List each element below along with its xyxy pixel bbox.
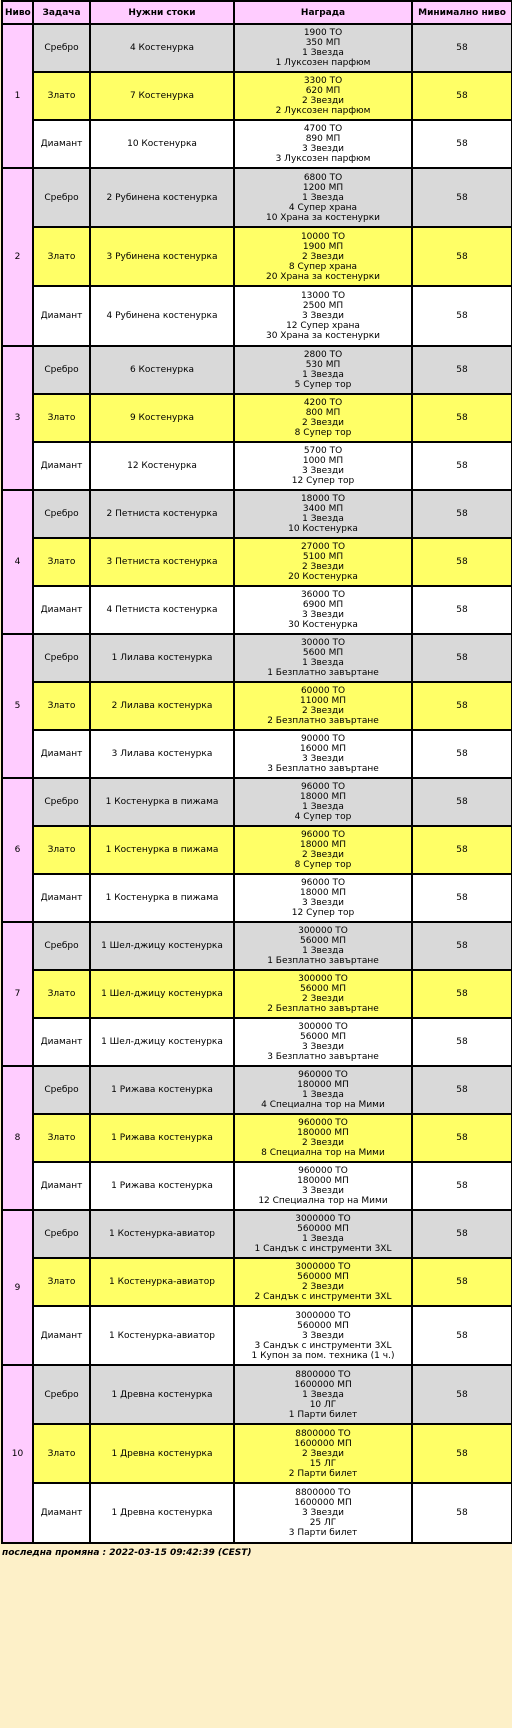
reward-cell <box>234 24 412 72</box>
reward-line: 96000 ТО <box>300 878 346 888</box>
table-row <box>2 286 512 346</box>
min-level-cell: 58 <box>412 286 512 346</box>
task-cell: Диамант <box>33 1483 90 1543</box>
reward-cell <box>234 286 412 346</box>
goods-cell: 3 Рубинена костенурка <box>90 227 234 286</box>
table-row <box>2 1162 512 1210</box>
min-level-cell: 58 <box>412 1424 512 1483</box>
reward-line: 5 Супер тор <box>294 380 352 390</box>
table-row <box>2 730 512 778</box>
reward-line: 2 Звезди <box>301 1448 345 1459</box>
table-row <box>2 922 512 970</box>
min-level-cell: 58 <box>412 1066 512 1114</box>
reward-line: 1000 МП <box>302 456 344 466</box>
reward-line: 3 Луксозен парфюм <box>275 154 371 164</box>
reward-line: 18000 МП <box>299 888 347 898</box>
goals-table <box>1 0 512 1544</box>
task-cell: Злато <box>33 1258 90 1306</box>
reward-line: 300000 ТО <box>298 926 348 936</box>
reward-line: 27000 ТО <box>300 542 346 552</box>
reward-line: 890 МП <box>305 134 341 144</box>
table-row <box>2 227 512 286</box>
goods-cell: 6 Костенурка <box>90 346 234 394</box>
task-cell: Сребро <box>33 778 90 826</box>
level-cell: 6 <box>2 778 33 922</box>
reward-cell <box>234 634 412 682</box>
reward-line: 11000 МП <box>299 696 347 706</box>
min-level-cell: 58 <box>412 227 512 286</box>
header-task: Задача <box>33 1 90 24</box>
reward-cell <box>234 1114 412 1162</box>
reward-line: 15 ЛГ <box>309 1458 337 1469</box>
reward-cell <box>234 346 412 394</box>
table-row <box>2 490 512 538</box>
table-row <box>2 346 512 394</box>
goods-cell: 2 Петниста костенурка <box>90 490 234 538</box>
min-level-cell: 58 <box>412 682 512 730</box>
reward-line: 12 Супер тор <box>291 476 355 486</box>
reward-line: 3 Безплатно завъртане <box>267 764 379 774</box>
reward-line: 2 Звезди <box>301 96 345 106</box>
reward-line: 960000 ТО <box>298 1070 348 1080</box>
reward-line: 2 Звезди <box>301 994 345 1004</box>
reward-line: 1 Безплатно завъртане <box>267 956 379 966</box>
min-level-cell: 58 <box>412 1018 512 1066</box>
reward-line: 3 Парти билет <box>288 1528 358 1538</box>
last-modified-footer: последна промяна : 2022-03-15 09:42:39 (CEST) <box>2 1548 252 1558</box>
task-cell: Диамант <box>33 442 90 490</box>
goals-table-body <box>2 24 512 1543</box>
reward-line: 560000 МП <box>297 1224 349 1234</box>
reward-line: 350 МП <box>305 38 341 48</box>
reward-line: 960000 ТО <box>298 1166 348 1176</box>
task-cell: Диамант <box>33 730 90 778</box>
reward-line: 96000 ТО <box>300 782 346 792</box>
table-row <box>2 1483 512 1543</box>
reward-line: 30 Храна за костенурки <box>265 331 380 341</box>
task-cell: Злато <box>33 72 90 120</box>
goods-cell: 1 Древна костенурка <box>90 1424 234 1483</box>
table-row <box>2 394 512 442</box>
reward-line: 3 Звезди <box>301 1508 345 1518</box>
reward-line: 8800000 ТО <box>295 1369 351 1380</box>
reward-cell <box>234 538 412 586</box>
reward-line: 1 Звезда <box>302 658 344 668</box>
reward-line: 800 МП <box>305 408 341 418</box>
goods-cell: 1 Шел-джицу костенурка <box>90 922 234 970</box>
task-cell: Сребро <box>33 168 90 227</box>
level-cell: 7 <box>2 922 33 1066</box>
goods-cell: 1 Костенурка-авиатор <box>90 1258 234 1306</box>
reward-line: 30 Костенурка <box>288 620 358 630</box>
min-level-cell: 58 <box>412 442 512 490</box>
table-row <box>2 1210 512 1258</box>
reward-line: 3 Звезди <box>301 466 345 476</box>
table-row <box>2 874 512 922</box>
min-level-cell: 58 <box>412 1365 512 1424</box>
reward-cell <box>234 490 412 538</box>
reward-line: 2 Безплатно завъртане <box>267 716 379 726</box>
reward-cell <box>234 826 412 874</box>
reward-line: 1 Сандък с инструменти 3XL <box>254 1244 392 1254</box>
reward-line: 3 Звезди <box>301 610 345 620</box>
goods-cell: 3 Лилава костенурка <box>90 730 234 778</box>
min-level-cell: 58 <box>412 1210 512 1258</box>
reward-line: 1 Звезда <box>302 48 344 58</box>
reward-line: 16000 МП <box>299 744 347 754</box>
goods-cell: 1 Костенурка в пижама <box>90 826 234 874</box>
reward-line: 560000 МП <box>297 1272 349 1282</box>
reward-line: 2 Звезди <box>301 850 345 860</box>
min-level-cell: 58 <box>412 730 512 778</box>
min-level-cell: 58 <box>412 24 512 72</box>
reward-line: 6800 ТО <box>303 172 343 183</box>
reward-cell <box>234 682 412 730</box>
min-level-cell: 58 <box>412 1114 512 1162</box>
table-row <box>2 1365 512 1424</box>
reward-line: 3 Звезди <box>301 311 345 321</box>
level-cell: 9 <box>2 1210 33 1365</box>
reward-cell <box>234 1210 412 1258</box>
goods-cell: 9 Костенурка <box>90 394 234 442</box>
reward-line: 12 Супер тор <box>291 908 355 918</box>
reward-line: 8800000 ТО <box>295 1488 351 1498</box>
reward-cell <box>234 394 412 442</box>
reward-line: 1 Звезда <box>302 370 344 380</box>
goods-cell: 1 Рижава костенурка <box>90 1066 234 1114</box>
task-cell: Сребро <box>33 1210 90 1258</box>
reward-line: 56000 МП <box>299 1032 347 1042</box>
reward-line: 10 ЛГ <box>309 1399 337 1410</box>
level-cell: 5 <box>2 634 33 778</box>
reward-line: 1 Луксозен парфюм <box>275 58 371 68</box>
reward-line: 560000 МП <box>297 1320 349 1331</box>
min-level-cell: 58 <box>412 874 512 922</box>
min-level-cell: 58 <box>412 1483 512 1543</box>
task-cell: Сребро <box>33 346 90 394</box>
task-cell: Злато <box>33 394 90 442</box>
level-cell: 4 <box>2 490 33 634</box>
goods-cell: 1 Рижава костенурка <box>90 1114 234 1162</box>
reward-line: 3 Звезди <box>301 898 345 908</box>
task-cell: Диамант <box>33 120 90 168</box>
header-min-level: Минимално ниво <box>412 1 512 24</box>
min-level-cell: 58 <box>412 72 512 120</box>
min-level-cell: 58 <box>412 634 512 682</box>
reward-line: 3000000 ТО <box>295 1310 351 1321</box>
goods-cell: 12 Костенурка <box>90 442 234 490</box>
reward-line: 3 Безплатно завъртане <box>267 1052 379 1062</box>
reward-line: 18000 МП <box>299 840 347 850</box>
header-reward: Награда <box>234 1 412 24</box>
table-row <box>2 778 512 826</box>
reward-line: 530 МП <box>305 360 341 370</box>
table-row <box>2 1066 512 1114</box>
level-cell: 2 <box>2 168 33 346</box>
reward-cell <box>234 970 412 1018</box>
reward-line: 2 Звезди <box>301 562 345 572</box>
reward-line: 2 Луксозен парфюм <box>275 106 371 116</box>
min-level-cell: 58 <box>412 1306 512 1365</box>
reward-line: 18000 МП <box>299 792 347 802</box>
table-row <box>2 634 512 682</box>
reward-cell <box>234 922 412 970</box>
reward-line: 1 Звезда <box>302 192 344 203</box>
reward-cell <box>234 1258 412 1306</box>
reward-line: 5700 ТО <box>303 446 343 456</box>
reward-line: 56000 МП <box>299 984 347 994</box>
min-level-cell: 58 <box>412 778 512 826</box>
task-cell: Злато <box>33 1424 90 1483</box>
reward-cell <box>234 730 412 778</box>
reward-line: 25 ЛГ <box>309 1518 337 1528</box>
min-level-cell: 58 <box>412 1162 512 1210</box>
reward-line: 5600 МП <box>302 648 344 658</box>
reward-line: 10 Храна за костенурки <box>265 212 380 223</box>
goods-cell: 2 Лилава костенурка <box>90 682 234 730</box>
reward-line: 1600000 МП <box>294 1438 352 1449</box>
reward-line: 1900 МП <box>302 241 344 252</box>
reward-line: 1600000 МП <box>294 1379 352 1390</box>
table-row <box>2 826 512 874</box>
level-cell: 1 <box>2 24 33 168</box>
reward-cell <box>234 1365 412 1424</box>
min-level-cell: 58 <box>412 1258 512 1306</box>
reward-line: 180000 МП <box>297 1080 349 1090</box>
reward-line: 620 МП <box>305 86 341 96</box>
reward-cell <box>234 1018 412 1066</box>
reward-line: 1 Звезда <box>302 802 344 812</box>
reward-line: 2 Звезди <box>301 251 345 262</box>
reward-cell <box>234 1483 412 1543</box>
reward-line: 3 Звезди <box>301 1330 345 1341</box>
reward-line: 1600000 МП <box>294 1498 352 1508</box>
reward-line: 8 Супер тор <box>294 428 352 438</box>
table-row <box>2 1018 512 1066</box>
goods-cell: 2 Рубинена костенурка <box>90 168 234 227</box>
min-level-cell: 58 <box>412 168 512 227</box>
goods-cell: 1 Рижава костенурка <box>90 1162 234 1210</box>
header-level: Ниво <box>2 1 33 24</box>
level-cell: 10 <box>2 1365 33 1543</box>
min-level-cell: 58 <box>412 922 512 970</box>
reward-line: 20 Костенурка <box>288 572 358 582</box>
task-cell: Диамант <box>33 286 90 346</box>
table-row <box>2 442 512 490</box>
task-cell: Сребро <box>33 1066 90 1114</box>
table-row <box>2 1306 512 1365</box>
reward-line: 3300 ТО <box>303 76 343 86</box>
reward-line: 13000 ТО <box>300 291 346 301</box>
reward-line: 2 Сандък с инструменти 3XL <box>254 1292 392 1302</box>
goods-cell: 4 Петниста костенурка <box>90 586 234 634</box>
reward-line: 30000 ТО <box>300 638 346 648</box>
reward-line: 36000 ТО <box>300 590 346 600</box>
reward-line: 2 Безплатно завъртане <box>267 1004 379 1014</box>
table-row <box>2 24 512 72</box>
reward-line: 960000 ТО <box>298 1118 348 1128</box>
task-cell: Злато <box>33 227 90 286</box>
reward-line: 3000000 ТО <box>295 1214 351 1224</box>
task-cell: Злато <box>33 538 90 586</box>
reward-cell <box>234 72 412 120</box>
reward-line: 4 Супер храна <box>288 202 358 213</box>
task-cell: Диамант <box>33 586 90 634</box>
reward-line: 180000 МП <box>297 1128 349 1138</box>
reward-line: 4700 ТО <box>303 124 343 134</box>
goods-cell: 1 Лилава костенурка <box>90 634 234 682</box>
min-level-cell: 58 <box>412 970 512 1018</box>
task-cell: Сребро <box>33 24 90 72</box>
reward-line: 8 Специална тор на Мими <box>261 1148 385 1158</box>
reward-cell <box>234 1066 412 1114</box>
reward-line: 3000000 ТО <box>295 1262 351 1272</box>
min-level-cell: 58 <box>412 538 512 586</box>
task-cell: Злато <box>33 1114 90 1162</box>
reward-line: 8800000 ТО <box>295 1428 351 1439</box>
goods-cell: 1 Костенурка в пижама <box>90 874 234 922</box>
level-cell: 8 <box>2 1066 33 1210</box>
goods-cell: 1 Древна костенурка <box>90 1365 234 1424</box>
reward-line: 1 Безплатно завъртане <box>267 668 379 678</box>
task-cell: Диамант <box>33 1162 90 1210</box>
task-cell: Диамант <box>33 874 90 922</box>
reward-line: 8 Супер тор <box>294 860 352 870</box>
table-row <box>2 586 512 634</box>
goods-cell: 7 Костенурка <box>90 72 234 120</box>
reward-line: 2500 МП <box>302 301 344 311</box>
reward-line: 1 Купон за пом. техника (1 ч.) <box>251 1350 395 1361</box>
goods-cell: 4 Рубинена костенурка <box>90 286 234 346</box>
task-cell: Злато <box>33 682 90 730</box>
table-row <box>2 682 512 730</box>
task-cell: Диамант <box>33 1306 90 1365</box>
reward-line: 5100 МП <box>302 552 344 562</box>
reward-line: 1900 ТО <box>303 28 343 38</box>
reward-line: 96000 ТО <box>300 830 346 840</box>
reward-line: 90000 ТО <box>300 734 346 744</box>
reward-line: 4200 ТО <box>303 398 343 408</box>
goods-cell: 1 Шел-джицу костенурка <box>90 1018 234 1066</box>
reward-cell <box>234 586 412 634</box>
reward-line: 2 Звезди <box>301 1138 345 1148</box>
reward-cell <box>234 1162 412 1210</box>
goods-cell: 1 Древна костенурка <box>90 1483 234 1543</box>
task-cell: Сребро <box>33 634 90 682</box>
reward-line: 1 Звезда <box>302 1389 344 1400</box>
table-row <box>2 72 512 120</box>
reward-line: 1200 МП <box>302 182 344 193</box>
reward-line: 3400 МП <box>302 504 344 514</box>
reward-line: 2 Парти билет <box>288 1468 358 1479</box>
reward-line: 4 Супер тор <box>294 812 352 822</box>
reward-line: 2 Звезди <box>301 418 345 428</box>
reward-line: 300000 ТО <box>298 974 348 984</box>
reward-line: 2800 ТО <box>303 350 343 360</box>
table-row <box>2 168 512 227</box>
goods-cell: 1 Шел-джицу костенурка <box>90 970 234 1018</box>
task-cell: Сребро <box>33 922 90 970</box>
task-cell: Злато <box>33 826 90 874</box>
reward-line: 180000 МП <box>297 1176 349 1186</box>
reward-cell <box>234 1424 412 1483</box>
reward-cell <box>234 442 412 490</box>
reward-line: 1 Звезда <box>302 946 344 956</box>
reward-cell <box>234 120 412 168</box>
min-level-cell: 58 <box>412 826 512 874</box>
min-level-cell: 58 <box>412 586 512 634</box>
goods-cell: 10 Костенурка <box>90 120 234 168</box>
reward-line: 10 Костенурка <box>288 524 358 534</box>
reward-line: 3 Звезди <box>301 754 345 764</box>
reward-line: 1 Парти билет <box>288 1409 358 1420</box>
reward-cell <box>234 227 412 286</box>
reward-cell <box>234 778 412 826</box>
table-row <box>2 120 512 168</box>
reward-line: 3 Звезди <box>301 1186 345 1196</box>
reward-cell <box>234 1306 412 1365</box>
reward-line: 3 Звезди <box>301 1042 345 1052</box>
task-cell: Сребро <box>33 1365 90 1424</box>
reward-line: 3 Сандък с инструменти 3XL <box>254 1340 392 1351</box>
task-cell: Диамант <box>33 1018 90 1066</box>
reward-line: 18000 ТО <box>300 494 346 504</box>
goods-cell: 4 Костенурка <box>90 24 234 72</box>
reward-line: 4 Специална тор на Мими <box>261 1100 385 1110</box>
header-row <box>2 1 512 24</box>
goods-cell: 1 Костенурка в пижама <box>90 778 234 826</box>
table-row <box>2 1258 512 1306</box>
level-cell: 3 <box>2 346 33 490</box>
reward-line: 300000 ТО <box>298 1022 348 1032</box>
table-row <box>2 1424 512 1483</box>
reward-line: 12 Супер храна <box>286 321 360 331</box>
reward-line: 60000 ТО <box>300 686 346 696</box>
reward-line: 10000 ТО <box>300 231 346 242</box>
task-cell: Злато <box>33 970 90 1018</box>
goods-cell: 3 Петниста костенурка <box>90 538 234 586</box>
reward-line: 56000 МП <box>299 936 347 946</box>
reward-line: 6900 МП <box>302 600 344 610</box>
reward-cell <box>234 874 412 922</box>
reward-cell <box>234 168 412 227</box>
min-level-cell: 58 <box>412 490 512 538</box>
table-row <box>2 970 512 1018</box>
task-cell: Сребро <box>33 490 90 538</box>
goods-cell: 1 Костенурка-авиатор <box>90 1306 234 1365</box>
reward-line: 20 Храна за костенурки <box>265 271 380 282</box>
reward-line: 1 Звезда <box>302 514 344 524</box>
reward-line: 2 Звезди <box>301 706 345 716</box>
table-row <box>2 1114 512 1162</box>
reward-line: 2 Звезди <box>301 1282 345 1292</box>
reward-line: 1 Звезда <box>302 1090 344 1100</box>
reward-line: 1 Звезда <box>302 1234 344 1244</box>
min-level-cell: 58 <box>412 346 512 394</box>
reward-line: 3 Звезди <box>301 144 345 154</box>
min-level-cell: 58 <box>412 394 512 442</box>
min-level-cell: 58 <box>412 120 512 168</box>
table-row <box>2 538 512 586</box>
reward-line: 8 Супер храна <box>288 261 358 272</box>
goods-cell: 1 Костенурка-авиатор <box>90 1210 234 1258</box>
header-goods: Нужни стоки <box>90 1 234 24</box>
reward-line: 12 Специална тор на Мими <box>258 1196 388 1206</box>
